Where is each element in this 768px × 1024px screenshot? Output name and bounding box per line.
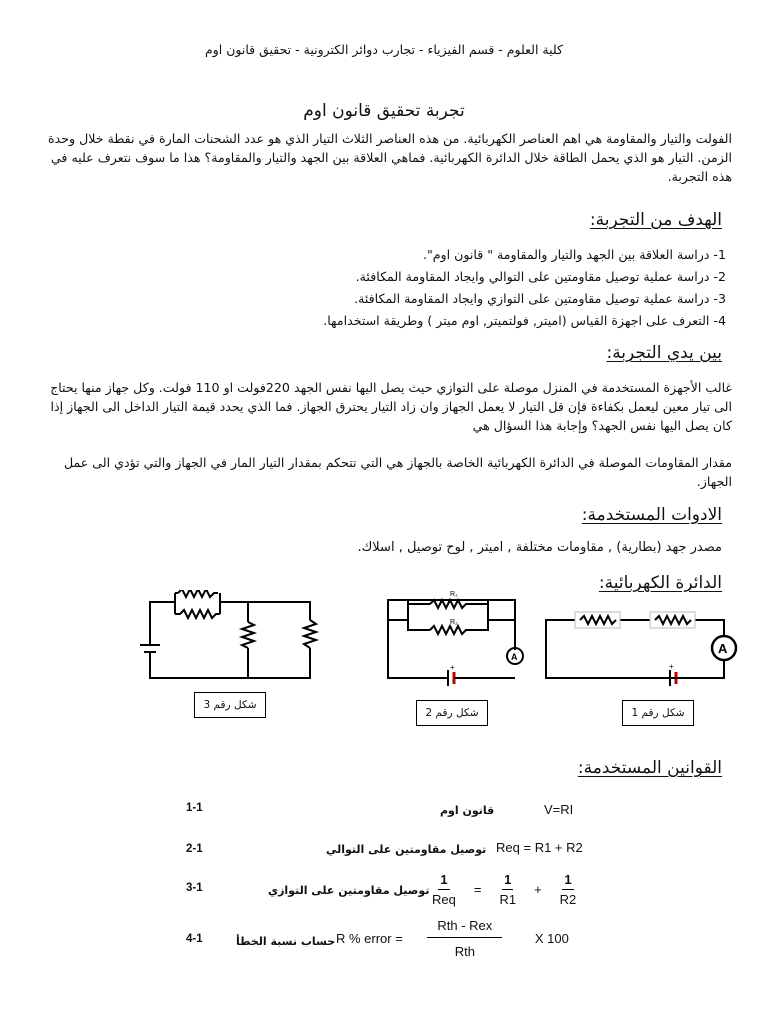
parallel-frac-r1 — [499, 872, 516, 907]
circuits-heading: الدائرة الكهربائية: — [598, 573, 722, 593]
series-lhs: Req — [496, 840, 520, 855]
parallel-formula — [432, 872, 576, 907]
caption-circuit-2: شكل رقم 2 — [416, 700, 488, 726]
series-rhs: = R1 + R2 — [523, 840, 583, 855]
series-formula — [496, 840, 583, 855]
equals-sign: = — [473, 882, 482, 897]
law-label: توصيل مقاومتين على التوالي — [326, 843, 487, 856]
caption-circuit-3: شكل رقم 3 — [194, 692, 266, 718]
laws-heading: القوانين المستخدمة: — [577, 758, 722, 778]
frac-numerator: 1 — [562, 872, 573, 890]
parallel-frac-req — [432, 872, 456, 907]
law-label: حساب نسبة الخطأ — [236, 935, 336, 948]
law-label: قانون اوم — [440, 804, 495, 817]
law-label: توصيل مقاومتين على التوازي — [268, 884, 430, 897]
law-number: 4-1 — [186, 933, 203, 945]
error-multiplier: X 100 — [534, 931, 569, 946]
preface-paragraph-1: غالب الأجهزة المستخدمة في المنزل موصلة على التوازي حيث يصل اليها نفس الجهد 220فولت او 110 فولت. وكل جهاز منها يحتاج الى تيار معين ليعمل بكفاءة فإن قل التيار لا يعمل الجهاز وان زاد التيار يحترق الجهاز. فما الذي يحدد قيمة التيار الداخل الى الجهاز إذا كان يصل اليها نفس الجهد؟ وإجابة هذا السؤال هي — [50, 380, 732, 433]
circuit-3 — [140, 590, 316, 678]
plus-label-2: + — [450, 663, 455, 672]
plus-label-1: + — [669, 662, 674, 671]
frac-denominator: R1 — [499, 892, 517, 907]
r1-label: R₁ — [450, 591, 458, 598]
r2-label: R₂ — [450, 619, 458, 626]
parallel-frac-r2 — [560, 872, 577, 907]
circuit-diagrams — [130, 590, 750, 695]
law-number: 2-1 — [186, 843, 203, 855]
tools-heading: الادوات المستخدمة: — [581, 505, 722, 525]
frac-numerator: 1 — [438, 872, 449, 890]
objectives-heading: الهدف من التجربة: — [589, 210, 722, 230]
frac-denominator: Req — [432, 892, 456, 907]
objective-item: 2- دراسة عملية توصيل مقاومتين على التوالي وايجاد المقاومة المكافئة. — [355, 269, 726, 284]
intro-paragraph: الفولت والتيار والمقاومة هي اهم العناصر الكهربائية. من هذه العناصر الثلاث التيار الذي هو عدد الشحنات المارة في نقطة خلال وحدة الزمن. التيار هو الذي يحمل الطاقة خلال الدائرة الكهربائية. فماهي العلاقة بين الجهد والتيار والمقاومة؟ هذا ما سوف نتعرف عليه في هذه التجربة. — [48, 131, 732, 184]
preface-heading: بين يدي التجربة: — [606, 343, 722, 363]
law-number: 1-1 — [186, 802, 203, 814]
caption-circuit-1: شكل رقم 1 — [622, 700, 694, 726]
objective-item: 3- دراسة عملية توصيل مقاومتين على التوازي وايجاد المقاومة المكافئة. — [354, 291, 726, 306]
ammeter-2-label: A — [511, 652, 518, 662]
error-formula — [336, 918, 569, 959]
preface-paragraph-2: مقدار المقاومات الموصلة في الدائرة الكهربائية الخاصة بالجهاز هي التي تتحكم بمقدار التيار المار في الجهاز والتي تؤدي الى عمل الجهاز. — [63, 455, 732, 489]
circuit-1 — [546, 612, 724, 686]
error-numerator: Rth - Rex — [427, 918, 502, 938]
ammeter-1-label: A — [718, 641, 728, 656]
objectives-list — [26, 244, 726, 332]
law-number: 3-1 — [186, 882, 203, 894]
error-fraction — [415, 918, 515, 959]
plus-sign: + — [534, 882, 542, 897]
objective-item: 4- التعرف على اجهزة القياس (اميتر, فولتميتر, اوم ميتر ) وطريقة استخدامها. — [323, 313, 726, 328]
objective-item: 1- دراسة العلاقة بين الجهد والتيار والمقاومة " قانون اوم". — [422, 247, 726, 262]
frac-denominator: R2 — [559, 892, 577, 907]
error-denominator: Rth — [454, 944, 475, 959]
circuit-2 — [388, 600, 515, 686]
page-header: كلية العلوم - قسم الفيزياء - تجارب دوائر الكترونية - تحقيق قانون اوم — [205, 42, 563, 57]
page-title: تجربة تحقيق قانون اوم — [303, 101, 465, 121]
ohms-law-formula: V=RI — [544, 802, 574, 817]
frac-numerator: 1 — [502, 872, 513, 890]
error-lhs: R % error = — [336, 931, 403, 946]
tools-text: مصدر جهد (بطارية) , مقاومات مختلفة , اميتر , لوح توصيل , اسلاك. — [357, 540, 722, 555]
